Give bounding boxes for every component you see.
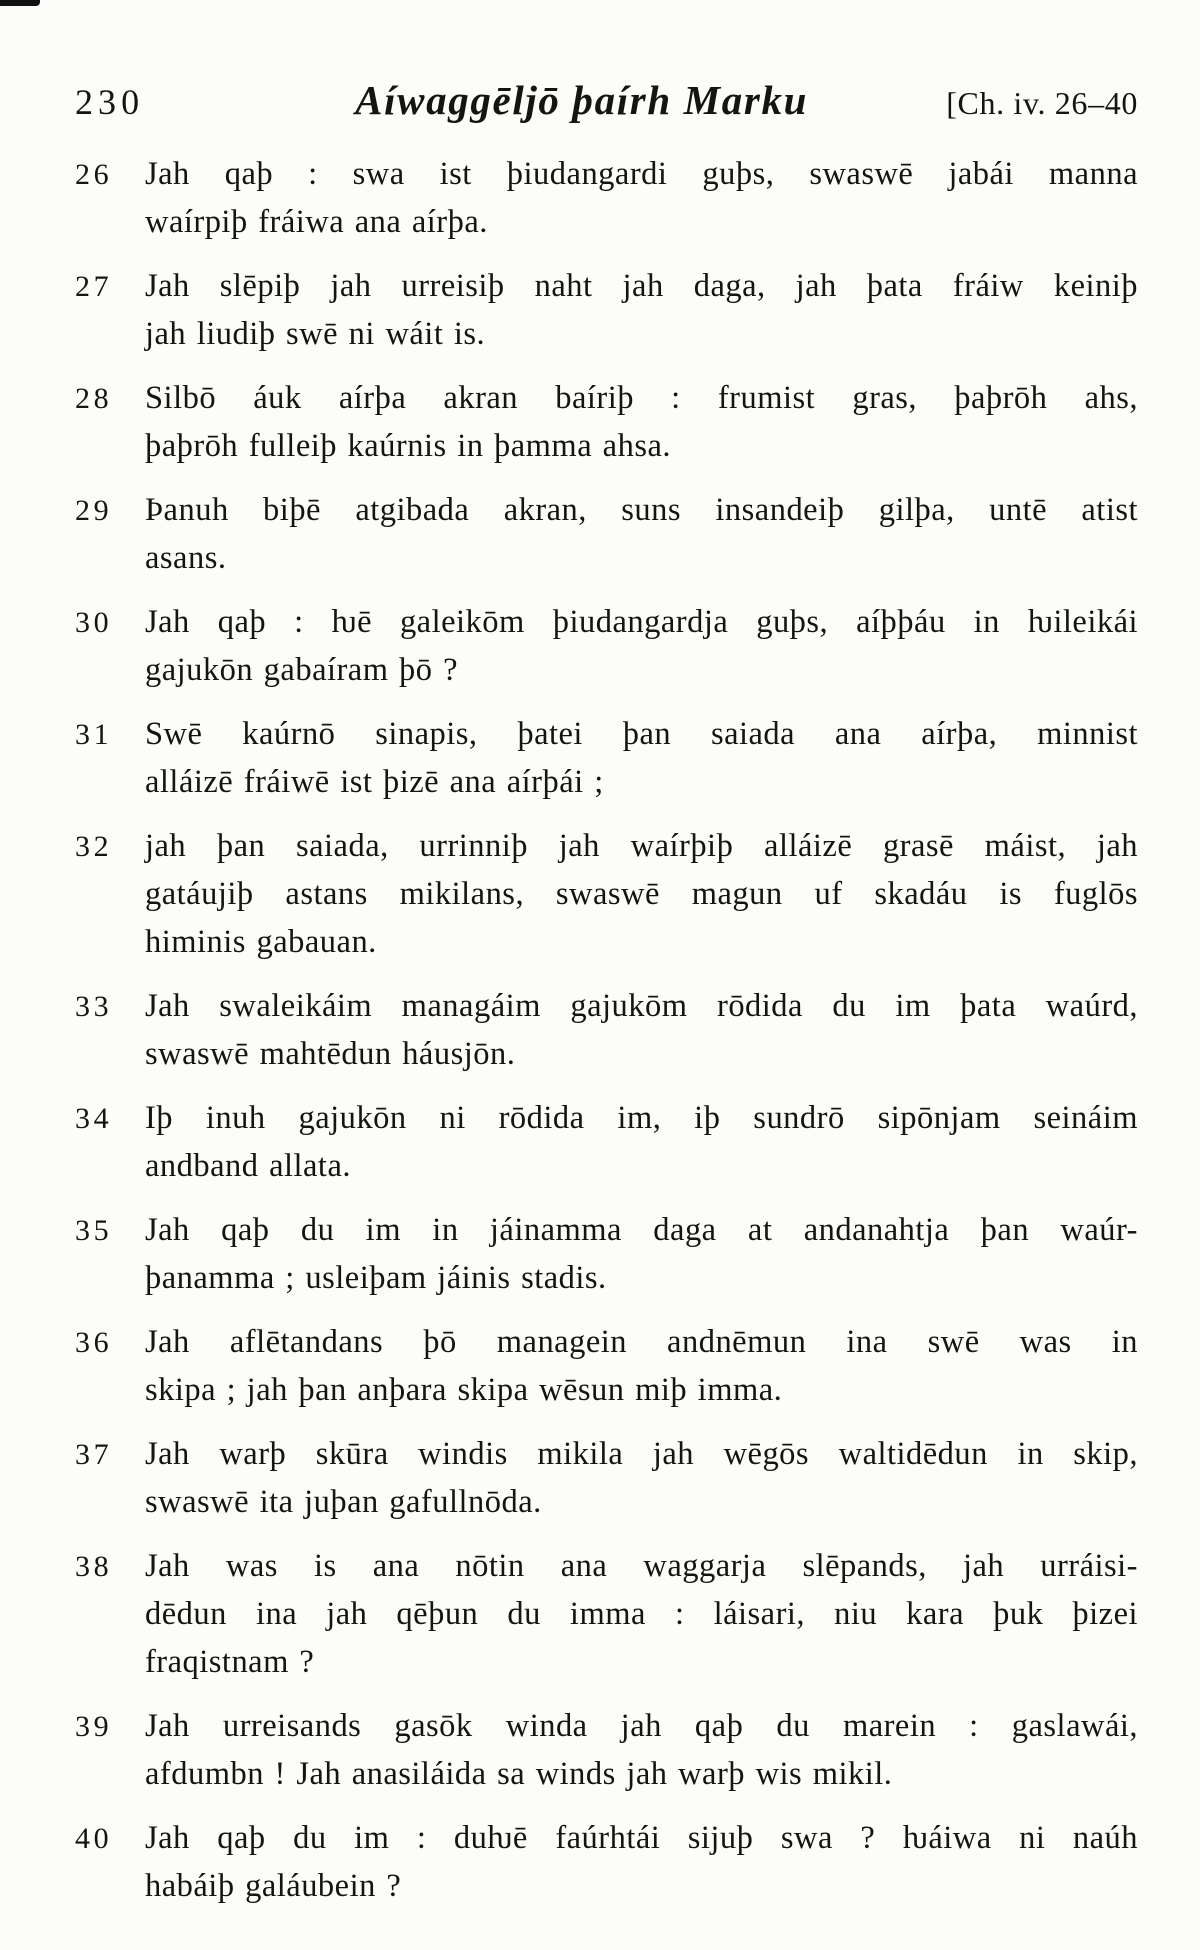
verse-row bbox=[75, 1430, 1138, 1526]
verse-text bbox=[145, 1430, 1138, 1526]
verse-line: gajukōn gabaíram þō ? bbox=[145, 652, 458, 688]
verse-number: 29 bbox=[75, 494, 113, 527]
verse-text bbox=[145, 150, 1138, 246]
scan-artifact bbox=[0, 0, 40, 6]
verse-number: 38 bbox=[75, 1550, 113, 1583]
verse-line: Jah qaþ du im : duƕē faúrhtái sijuþ swa ? ƕáiwa ni naúh bbox=[145, 1820, 1138, 1856]
verse-text bbox=[145, 710, 1138, 806]
verse-line: swaswē mahtēdun háusjōn. bbox=[145, 1036, 516, 1072]
verse-number: 30 bbox=[75, 606, 113, 639]
verse-line: Jah qaþ : swa ist þiudangardi guþs, swaswē jabái manna bbox=[145, 156, 1138, 192]
verse-row bbox=[75, 486, 1138, 582]
verse-text bbox=[145, 822, 1138, 966]
verse-number: 37 bbox=[75, 1438, 113, 1471]
verse-line: Jah qaþ du im in jáinamma daga at andanahtja þan waúr- bbox=[145, 1212, 1138, 1248]
verse-text bbox=[145, 1318, 1138, 1414]
verse-line: habáiþ galáubein ? bbox=[145, 1868, 402, 1904]
verse-line: Jah slēpiþ jah urreisiþ naht jah daga, jah þata fráiw keiniþ bbox=[145, 268, 1138, 304]
verse-line: Jah urreisands gasōk winda jah qaþ du marein : gaslawái, bbox=[145, 1708, 1138, 1744]
verse-text bbox=[145, 598, 1138, 694]
verse-line: Jah aflētandans þō managein andnēmun ina swē was in bbox=[145, 1324, 1138, 1360]
verse-number: 35 bbox=[75, 1214, 113, 1247]
verse-text bbox=[145, 982, 1138, 1078]
running-title: Aíwaggēljō þaírh Marku bbox=[355, 77, 809, 123]
verse-line: andband allata. bbox=[145, 1148, 351, 1184]
verse-line: gatáujiþ astans mikilans, swaswē magun uf skadáu is fuglōs bbox=[145, 876, 1138, 912]
verse-line: jah þan saiada, urrinniþ jah waírþiþ alláizē grasē máist, jah bbox=[145, 828, 1138, 864]
verse-line: skipa ; jah þan anþara skipa wēsun miþ imma. bbox=[145, 1372, 783, 1408]
verse-line: waírpiþ fráiwa ana aírþa. bbox=[145, 204, 488, 240]
page-number: 230 bbox=[75, 82, 145, 122]
verse-text bbox=[145, 1814, 1138, 1910]
verse-line: þaþrōh fulleiþ kaúrnis in þamma ahsa. bbox=[145, 428, 671, 464]
verse-number: 39 bbox=[75, 1710, 113, 1743]
verse-number: 33 bbox=[75, 990, 113, 1023]
verse-row bbox=[75, 1702, 1138, 1798]
verse-row bbox=[75, 1094, 1138, 1190]
verse-line: Iþ inuh gajukōn ni rōdida im, iþ sundrō sipōnjam seináim bbox=[145, 1100, 1138, 1136]
verse-number: 34 bbox=[75, 1102, 113, 1135]
verse-row bbox=[75, 262, 1138, 358]
verse-row bbox=[75, 1206, 1138, 1302]
verse-number: 36 bbox=[75, 1326, 113, 1359]
verse-row bbox=[75, 982, 1138, 1078]
verse-text bbox=[145, 1542, 1138, 1686]
verse-line: himinis gabauan. bbox=[145, 924, 377, 960]
verse-line: dēdun ina jah qēþun du imma : láisari, niu kara þuk þizei bbox=[145, 1596, 1138, 1632]
verse-line: þanamma ; usleiþam jáinis stadis. bbox=[145, 1260, 607, 1296]
verse-line: Jah was is ana nōtin ana waggarja slēpands, jah urráisi- bbox=[145, 1548, 1138, 1584]
verse-line: swaswē ita juþan gafullnōda. bbox=[145, 1484, 542, 1520]
verse-line: Þanuh biþē atgibada akran, suns insandeiþ gilþa, untē atist bbox=[145, 492, 1138, 528]
verse-text bbox=[145, 1094, 1138, 1190]
verse-line: afdumbn ! Jah anasiláida sa winds jah warþ wis mikil. bbox=[145, 1756, 893, 1792]
verse-row bbox=[75, 710, 1138, 806]
verse-list bbox=[75, 150, 1138, 1910]
chapter-reference: [Ch. iv. 26–40 bbox=[946, 85, 1138, 121]
verse-text bbox=[145, 1702, 1138, 1798]
verse-row bbox=[75, 1814, 1138, 1910]
verse-row bbox=[75, 150, 1138, 246]
verse-row bbox=[75, 1542, 1138, 1686]
verse-line: jah liudiþ swē ni wáit is. bbox=[145, 316, 486, 352]
verse-line: asans. bbox=[145, 540, 227, 576]
verse-text bbox=[145, 1206, 1138, 1302]
verse-line: Swē kaúrnō sinapis, þatei þan saiada ana aírþa, minnist bbox=[145, 716, 1138, 752]
verse-text bbox=[145, 262, 1138, 358]
verse-row bbox=[75, 1318, 1138, 1414]
verse-line: Silbō áuk aírþa akran baíriþ : frumist gras, þaþrōh ahs, bbox=[145, 380, 1138, 416]
verse-line: Jah swaleikáim managáim gajukōm rōdida du im þata waúrd, bbox=[145, 988, 1138, 1024]
verse-line: Jah warþ skūra windis mikila jah wēgōs waltidēdun in skip, bbox=[145, 1436, 1138, 1472]
verse-line: alláizē fráiwē ist þizē ana aírþái ; bbox=[145, 764, 604, 800]
verse-row bbox=[75, 822, 1138, 966]
verse-text bbox=[145, 374, 1138, 470]
verse-number: 40 bbox=[75, 1822, 113, 1855]
verse-number: 28 bbox=[75, 382, 113, 415]
verse-row bbox=[75, 598, 1138, 694]
verse-row bbox=[75, 374, 1138, 470]
verse-number: 27 bbox=[75, 270, 113, 303]
verse-number: 26 bbox=[75, 158, 113, 191]
verse-number: 31 bbox=[75, 718, 113, 751]
verse-number: 32 bbox=[75, 830, 113, 863]
verse-line: fraqistnam ? bbox=[145, 1644, 315, 1680]
verse-text bbox=[145, 486, 1138, 582]
running-header bbox=[75, 76, 1138, 124]
verse-line: Jah qaþ : ƕē galeikōm þiudangardja guþs, aíþþáu in ƕileikái bbox=[145, 604, 1138, 640]
